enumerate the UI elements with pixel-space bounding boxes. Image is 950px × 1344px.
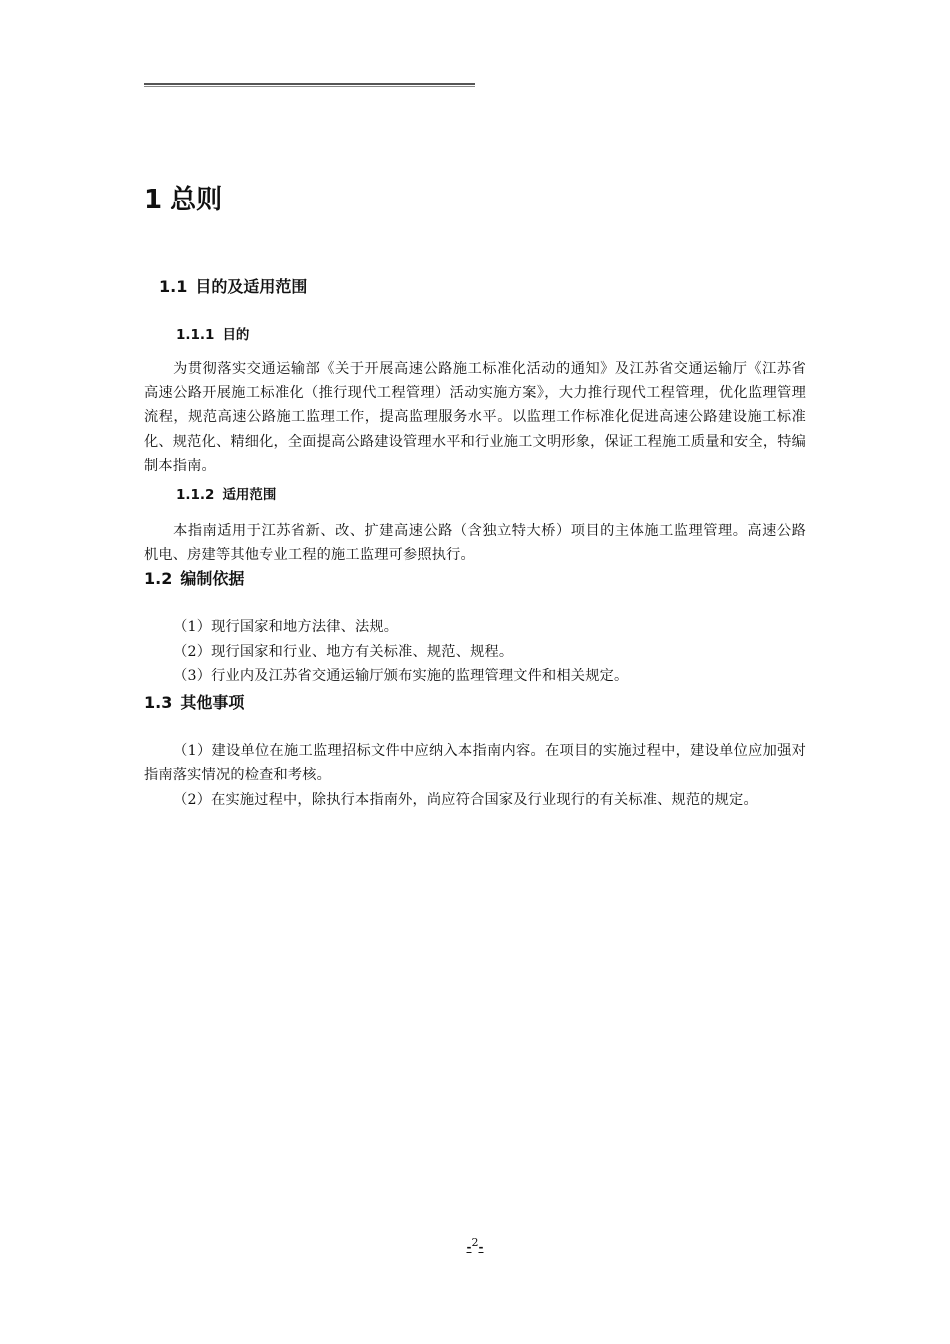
basis-item: （3）行业内及江苏省交通运输厅颁布实施的监理管理文件和相关规定。 bbox=[173, 668, 629, 684]
chapter-heading bbox=[144, 183, 222, 217]
page-number-dash-right: - bbox=[478, 1240, 484, 1254]
subsection-heading-1-1-2 bbox=[176, 485, 276, 505]
subsection-number: 1.1.1 bbox=[176, 327, 215, 343]
basis-item: （2）现行国家和行业、地方有关标准、规范、规程。 bbox=[173, 644, 514, 660]
subsection-title: 目的 bbox=[222, 327, 250, 343]
purpose-paragraph: 为贯彻落实交通运输部《关于开展高速公路施工标准化活动的通知》及江苏省交通运输厅《江苏省高速公路开展施工标准化（推行现代工程管理）活动实施方案》，大力推行现代工程管理，优化监理管理流程，规范高速公路施工监理工作，提高监理服务水平。以监理工作标准化促进高速公路建设施工标准化、规范化、精细化，全面提高公路建设管理水平和行业施工文明形象，保证工程施工质量和安全，特编制本指南。 bbox=[144, 361, 806, 474]
section-heading-1-1 bbox=[159, 276, 307, 298]
section-number: 1.2 bbox=[144, 569, 173, 588]
subsection-number: 1.1.2 bbox=[176, 487, 215, 503]
chapter-number: 1 bbox=[144, 185, 163, 215]
scope-paragraph: 本指南适用于江苏省新、改、扩建高速公路（含独立特大桥）项目的主体施工监理管理。高速公路机电、房建等其他专业工程的施工监理可参照执行。 bbox=[144, 523, 806, 564]
other-item: （1）建设单位在施工监理招标文件中应纳入本指南内容。在项目的实施过程中，建设单位应加强对指南落实情况的检查和考核。 bbox=[144, 743, 806, 784]
section-title: 目的及适用范围 bbox=[195, 277, 308, 296]
header-rule bbox=[144, 83, 475, 87]
basis-item: （1）现行国家和地方法律、法规。 bbox=[173, 619, 399, 635]
section-title: 编制依据 bbox=[180, 569, 245, 588]
subsection-heading-1-1-1 bbox=[176, 325, 249, 345]
other-item: （2）在实施过程中，除执行本指南外，尚应符合国家及行业现行的有关标准、规范的规定。 bbox=[173, 792, 758, 808]
section-number: 1.3 bbox=[144, 693, 173, 712]
page-number-dash-left: - bbox=[466, 1240, 472, 1254]
section-heading-1-2 bbox=[144, 568, 244, 590]
section-title: 其他事项 bbox=[180, 693, 245, 712]
section-number: 1.1 bbox=[159, 277, 188, 296]
chapter-title: 总则 bbox=[170, 185, 223, 215]
subsection-title: 适用范围 bbox=[222, 487, 277, 503]
page-number-value: 2 bbox=[471, 1236, 479, 1249]
page-number bbox=[0, 1233, 950, 1257]
section-heading-1-3 bbox=[144, 692, 244, 714]
